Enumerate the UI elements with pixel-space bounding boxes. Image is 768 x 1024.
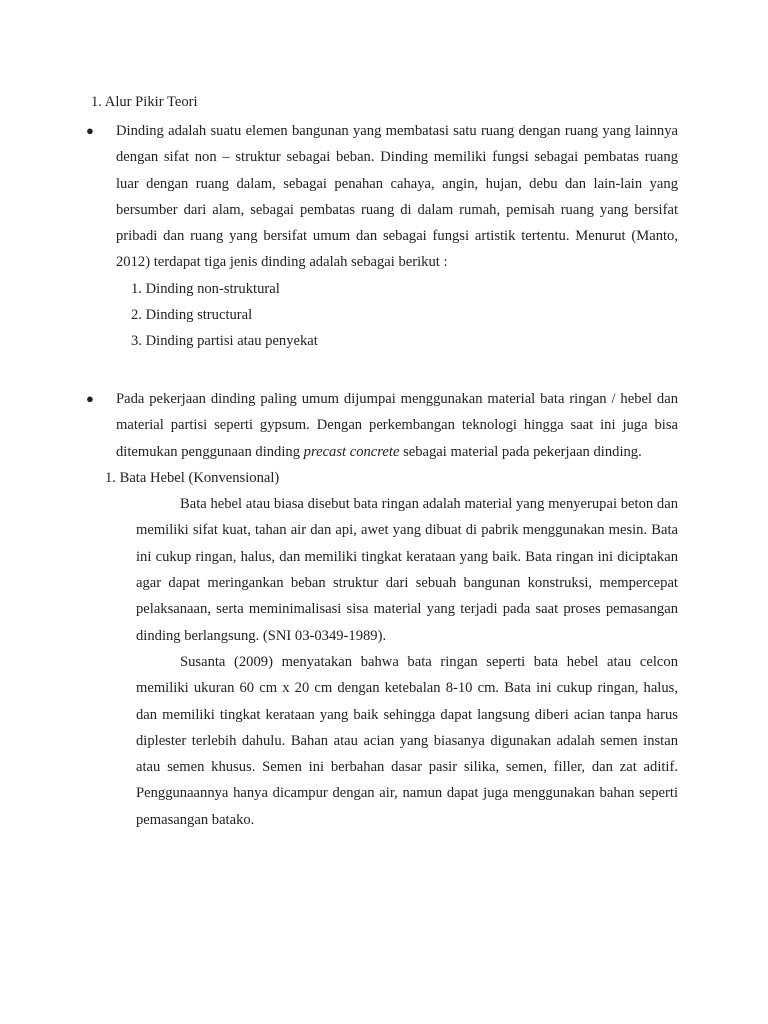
text-segment: Pada pekerjaan dinding paling umum dijumpai menggunakan material bata ringan / hebel dan material partisi seperti gypsum. Dengan perkembangan teknologi hingga saat ini juga bisa ditemukan penggunaan dinding: [116, 391, 678, 460]
bullet-item-material: [86, 389, 678, 833]
text-segment: sebagai material pada pekerjaan dinding.: [399, 443, 642, 460]
bullet-text: [116, 386, 678, 465]
paragraph-susanta: Susanta (2009) menyatakan bahwa bata ringan seperti bata hebel atau celcon memiliki ukuran 60 cm x 20 cm dengan ketebalan 8-10 cm. Bata ini cukup ringan, halus, dan memiliki tingkat kerataan yang baik sehingga dapat langsung diberi acian tanpa harus diplester terlebih dahulu. Bahan atau acian yang biasanya digunakan adalah semen instan atau semen khusus. Semen ini berbahan dasar pasir silika, semen, filler, dan zat aditif. Penggunaannya hanya dicampur dengan air, namun dapat juga menggunakan bahan seperti pemasangan batako.: [136, 653, 678, 828]
wall-types-list: [86, 276, 678, 355]
bullet-icon: ●: [86, 123, 94, 138]
paragraph-bata-hebel: Bata hebel atau biasa disebut bata ringan adalah material yang menyerupai beton dan memiliki sifat kuat, tahan air dan api, awet yang dibuat di pabrik menggunakan mesin. Bata ini cukup ringan, halus, dan memiliki tingkat kerataan yang baik. Bata ringan ini diciptakan agar dapat meringankan beban struktur dari sebuah bangunan konstruksi, mempercepat pelaksanaan, serta meminimalisasi sisa material yang terjadi pada saat proses pemasangan dinding berlangsung. (SNI 03-0349-1989).: [136, 496, 678, 644]
list-item: 1. Dinding non-struktural: [131, 280, 280, 297]
italic-term: precast concrete: [303, 443, 400, 460]
list-item: 2. Dinding structural: [131, 307, 253, 324]
bullet-icon: ●: [86, 391, 94, 406]
bullet-text: Dinding adalah suatu elemen bangunan yang membatasi satu ruang dengan ruang yang lainnya dengan sifat non – struktur sebagai beban. Dinding memiliki fungsi sebagai pembatas ruang luar dengan ruang dalam, sebagai penahan cahaya, angin, hujan, debu dan lain-lain yang bersumber dari alam, sebagai pembatas ruang di dalam rumah, pemisah ruang yang bersifat pribadi dan ruang yang bersifat umum dan sebagai fungsi artistik tertentu. Menurut (Manto, 2012) terdapat tiga jenis dinding adalah sebagai berikut :: [116, 123, 678, 271]
section-heading: 1. Alur Pikir Teori: [91, 94, 198, 110]
list-item: 3. Dinding partisi atau penyekat: [131, 333, 318, 350]
sub-heading-bata-hebel: 1. Bata Hebel (Konvensional): [105, 469, 280, 486]
bullet-item-dinding-definition: [86, 121, 678, 355]
